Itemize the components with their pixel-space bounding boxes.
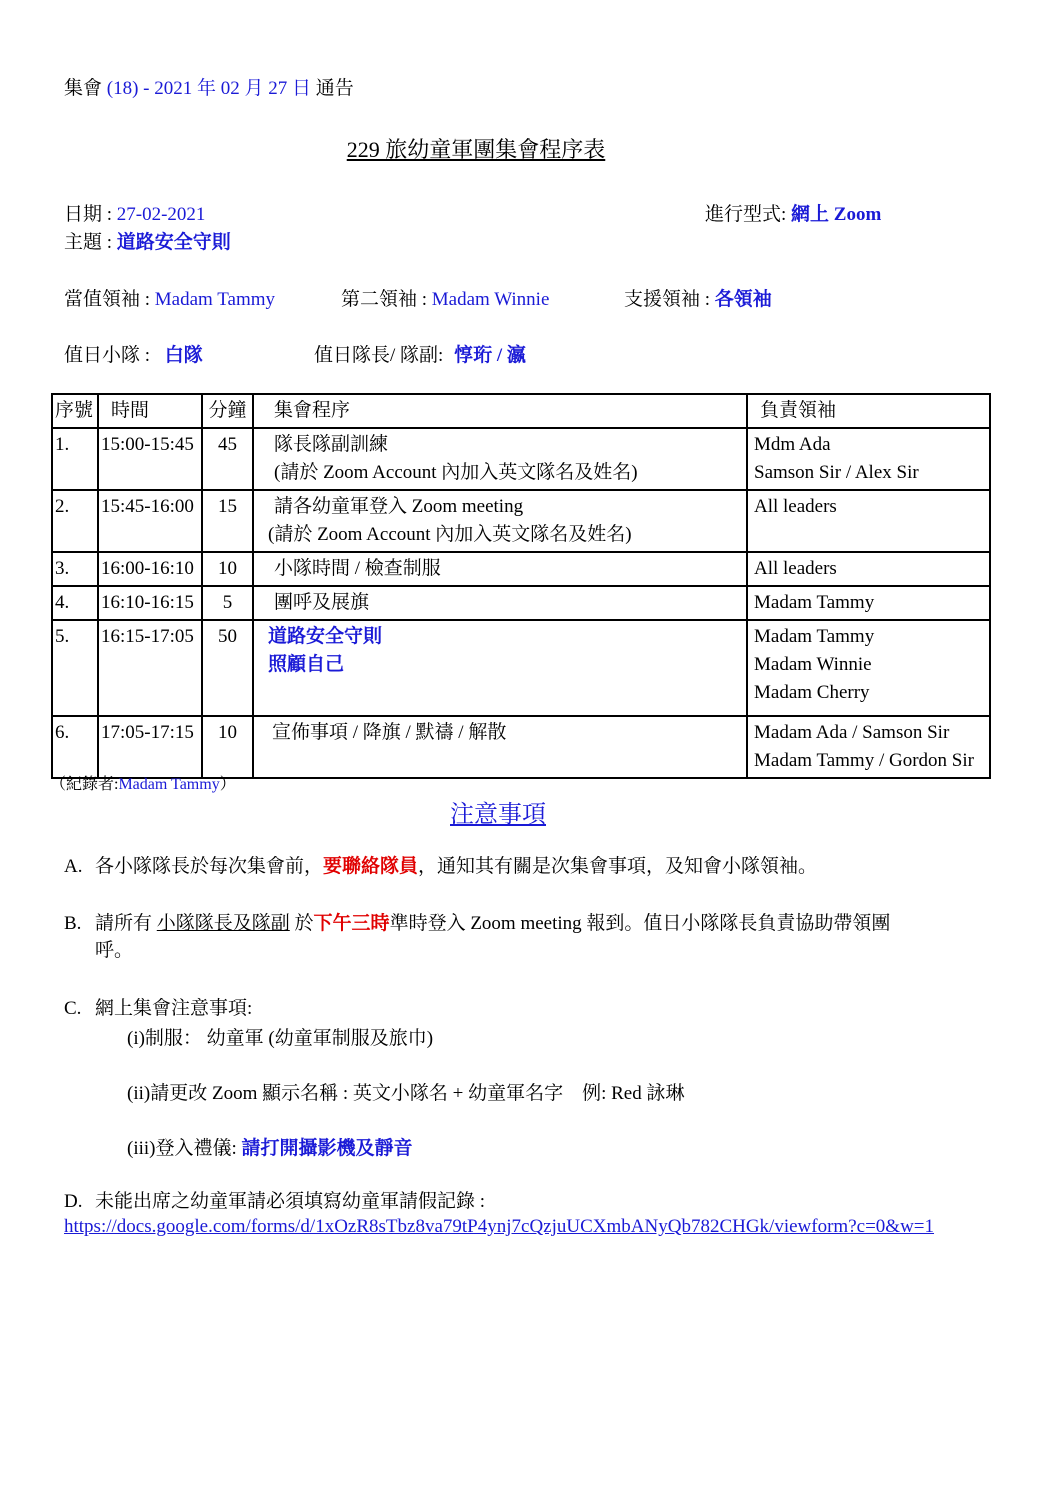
note-label: B.	[64, 913, 82, 934]
note-text: ，通知其有關是次集會事項，及知會小隊領袖。	[418, 856, 818, 877]
duty-leader-value: Madam Tammy	[154, 289, 275, 310]
page-title: 229 旅幼童軍團集會程序表	[346, 137, 606, 162]
leader-line: Samson Sir / Alex Sir	[754, 462, 919, 483]
duty-pl-label: 值日隊長/ 隊副:	[314, 345, 444, 366]
table-row	[52, 586, 990, 620]
leader-line: All leaders	[754, 496, 837, 517]
table-row	[52, 716, 990, 778]
row-minutes: 45	[202, 428, 253, 490]
programme-line: 宣佈事項 / 降旗 / 默禱 / 解散	[272, 722, 507, 743]
second-leader-value: Madam Winnie	[431, 289, 550, 310]
header-programme: 集會程序	[253, 394, 747, 428]
note-c-item-3	[127, 1133, 413, 1160]
notice-prefix: 集會	[64, 78, 103, 99]
row-minutes: 10	[202, 716, 253, 778]
note-c	[64, 995, 994, 1022]
row-leader	[747, 428, 990, 490]
row-no: 2.	[52, 490, 98, 552]
duty-leader-row	[64, 284, 275, 311]
row-programme	[253, 552, 747, 586]
programme-line: 照顧自己	[268, 654, 345, 675]
programme-line: 隊長隊副訓練	[274, 434, 389, 455]
row-no: 5.	[52, 620, 98, 716]
programme-line: 道路安全守則	[268, 626, 383, 647]
note-text: (iii)登入禮儀:	[127, 1138, 237, 1159]
leave-form-link[interactable]: https://docs.google.com/forms/d/1xOzR8sTbz8va79tP4ynj7cQzjuUCXmbANyQb782CHGk/viewform?c=0&w=1	[64, 1216, 935, 1237]
row-no: 1.	[52, 428, 98, 490]
note-text: 未能出席之幼童軍請必須填寫幼童軍請假記錄 :	[95, 1191, 486, 1212]
duty-patrol-label: 值日小隊 :	[64, 345, 151, 366]
notice-suffix: 通告	[315, 78, 354, 99]
row-time: 15:00-15:45	[98, 428, 202, 490]
header-time: 時間	[98, 394, 202, 428]
date-row	[64, 199, 205, 226]
note-label: A.	[64, 856, 83, 877]
header-leader: 負責領袖	[747, 394, 990, 428]
table-row	[52, 552, 990, 586]
support-leader-row	[624, 284, 772, 311]
row-time: 16:00-16:10	[98, 552, 202, 586]
note-text: 呼。	[95, 940, 134, 961]
table-row	[52, 490, 990, 552]
row-programme	[253, 620, 747, 716]
row-no: 3.	[52, 552, 98, 586]
row-programme	[253, 586, 747, 620]
duty-pl-value: 惇珩 / 瀛	[454, 345, 526, 366]
date-label: 日期 :	[64, 204, 113, 225]
row-minutes: 50	[202, 620, 253, 716]
table-header-row	[52, 394, 990, 428]
notes-title: 注意事項	[450, 802, 546, 828]
mode-value: 網上 Zoom	[791, 204, 882, 225]
meeting-date: 2021 年 02 月 27 日	[154, 78, 312, 99]
row-programme	[253, 428, 747, 490]
date-value: 27-02-2021	[116, 204, 206, 225]
programme-line: (請於 Zoom Account 內加入英文隊名及姓名)	[274, 462, 638, 483]
row-time: 16:15-17:05	[98, 620, 202, 716]
meeting-number: (18) -	[106, 78, 150, 99]
recorder-name: Madam Tammy	[118, 776, 220, 793]
support-leader-value: 各領袖	[714, 289, 772, 310]
row-no: 6.	[52, 716, 98, 778]
note-underline: 小隊隊長及隊副	[156, 913, 290, 934]
row-programme	[253, 490, 747, 552]
header-no: 序號	[52, 394, 98, 428]
row-leader	[747, 620, 990, 716]
topic-label: 主題 :	[64, 232, 113, 253]
row-time: 17:05-17:15	[98, 716, 202, 778]
row-minutes: 5	[202, 586, 253, 620]
row-programme	[253, 716, 747, 778]
note-text: 網上集會注意事項:	[95, 998, 253, 1019]
table-row	[52, 620, 990, 716]
row-leader	[747, 586, 990, 620]
recorder-note	[50, 771, 236, 794]
recorder-close: ）	[219, 776, 236, 793]
row-time: 16:10-16:15	[98, 586, 202, 620]
programme-line: 請各幼童軍登入 Zoom meeting	[274, 496, 524, 517]
second-leader-row	[341, 284, 549, 311]
leader-line: Madam Cherry	[754, 682, 870, 703]
note-highlight: 要聯絡隊員	[323, 856, 419, 877]
second-leader-label: 第二領袖 :	[341, 289, 428, 310]
topic-row	[64, 227, 231, 254]
programme-line: 小隊時間 / 檢查制服	[274, 558, 441, 579]
note-text: 於	[294, 913, 314, 934]
programme-line: (請於 Zoom Account 內加入英文隊名及姓名)	[268, 524, 632, 545]
table-row	[52, 428, 990, 490]
note-highlight: 請打開攝影機及靜音	[241, 1138, 413, 1159]
note-a	[64, 853, 994, 880]
leader-line: Madam Ada / Samson Sir	[754, 722, 950, 743]
note-text: 準時登入 Zoom meeting 報到。值日小隊隊長負責協助帶領團	[389, 913, 891, 934]
mode-row	[705, 199, 881, 226]
duty-pl-row	[314, 340, 526, 367]
leader-line: Mdm Ada	[754, 434, 831, 455]
programme-line: 團呼及展旗	[274, 592, 370, 613]
mode-label: 進行型式:	[705, 204, 787, 225]
duty-leader-label: 當值領袖 :	[64, 289, 151, 310]
header-minutes: 分鐘	[202, 394, 253, 428]
note-highlight: 下午三時	[313, 913, 390, 934]
row-leader	[747, 716, 990, 778]
leader-line: Madam Tammy / Gordon Sir	[754, 750, 974, 771]
leader-line: All leaders	[754, 558, 837, 579]
notice-header	[64, 73, 354, 100]
note-text: 各小隊隊長於每次集會前，	[95, 856, 324, 877]
row-minutes: 15	[202, 490, 253, 552]
row-leader	[747, 552, 990, 586]
schedule-table	[51, 393, 991, 779]
note-c-item-1: (i)制服： 幼童軍 (幼童軍制服及旅巾)	[127, 1028, 434, 1049]
duty-patrol-row	[64, 340, 203, 367]
row-leader	[747, 490, 990, 552]
topic-value: 道路安全守則	[116, 232, 231, 253]
leader-line: Madam Winnie	[754, 654, 872, 675]
recorder-open: （紀錄者:	[50, 776, 119, 793]
note-text: 請所有	[95, 913, 153, 934]
leader-line: Madam Tammy	[754, 592, 875, 613]
note-c-item-2: (ii)請更改 Zoom 顯示名稱 : 英文小隊名 + 幼童軍名字 例: Red 詠琳	[127, 1083, 685, 1104]
note-b	[64, 910, 994, 964]
note-label: D.	[64, 1191, 83, 1212]
note-d	[64, 1188, 994, 1215]
note-label: C.	[64, 998, 82, 1019]
row-time: 15:45-16:00	[98, 490, 202, 552]
duty-patrol-value: 白隊	[164, 345, 203, 366]
support-leader-label: 支援領袖 :	[624, 289, 711, 310]
row-minutes: 10	[202, 552, 253, 586]
leader-line: Madam Tammy	[754, 626, 875, 647]
row-no: 4.	[52, 586, 98, 620]
